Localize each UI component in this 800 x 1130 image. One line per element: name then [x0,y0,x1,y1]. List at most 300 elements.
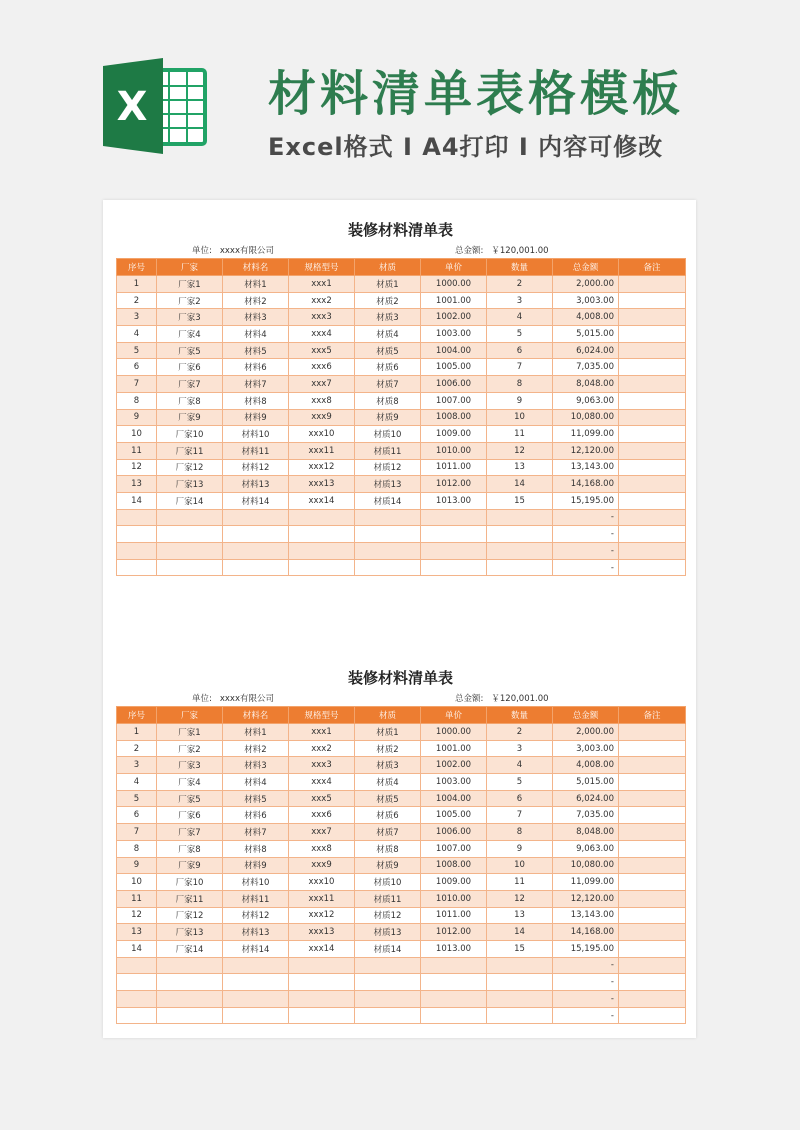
table-cell[interactable]: 厂家10 [157,874,223,891]
table-cell[interactable]: 1003.00 [421,774,487,791]
table-cell[interactable]: 厂家5 [157,342,223,359]
table-cell[interactable]: 材料1 [223,276,289,293]
table-cell[interactable]: 材料14 [223,492,289,509]
table-cell[interactable] [619,890,686,907]
table-cell[interactable]: 材料7 [223,376,289,393]
table-cell[interactable]: 11,099.00 [553,874,619,891]
table-cell[interactable]: 厂家3 [157,757,223,774]
table-cell[interactable]: 11 [117,890,157,907]
table-cell[interactable]: 材料14 [223,940,289,957]
table-cell[interactable]: 4,008.00 [553,757,619,774]
table-cell[interactable] [289,1007,355,1024]
table-cell[interactable]: 12 [487,890,553,907]
table-cell[interactable]: xxx7 [289,376,355,393]
table-cell[interactable]: 材质14 [355,940,421,957]
table-cell[interactable]: 12 [117,907,157,924]
table-cell[interactable] [289,991,355,1008]
table-cell[interactable]: 2 [487,276,553,293]
table-cell[interactable]: xxx9 [289,857,355,874]
table-cell[interactable]: 厂家9 [157,409,223,426]
table-cell[interactable]: 1012.00 [421,476,487,493]
table-cell[interactable]: 材料4 [223,326,289,343]
table-cell[interactable] [619,326,686,343]
table-cell[interactable]: 材料10 [223,874,289,891]
table-cell[interactable]: 材料13 [223,924,289,941]
table-cell[interactable]: 1010.00 [421,442,487,459]
table-cell[interactable]: 8,048.00 [553,824,619,841]
table-cell[interactable] [487,526,553,543]
table-cell[interactable]: 9,063.00 [553,840,619,857]
table-cell[interactable]: 9 [487,392,553,409]
table-cell[interactable]: xxx14 [289,940,355,957]
table-cell[interactable]: 1005.00 [421,359,487,376]
table-cell[interactable]: 厂家11 [157,890,223,907]
table-cell[interactable]: 6 [117,807,157,824]
table-cell[interactable]: 厂家11 [157,442,223,459]
table-cell[interactable] [619,476,686,493]
table-cell[interactable]: 厂家13 [157,476,223,493]
table-cell[interactable]: - [553,974,619,991]
table-cell[interactable] [223,543,289,560]
table-cell[interactable]: 材料13 [223,476,289,493]
table-cell[interactable]: 5 [487,326,553,343]
table-cell[interactable]: 4,008.00 [553,309,619,326]
table-cell[interactable]: 12,120.00 [553,442,619,459]
table-cell[interactable] [619,874,686,891]
table-cell[interactable]: 材料5 [223,790,289,807]
table-cell[interactable]: xxx2 [289,740,355,757]
table-cell[interactable] [487,559,553,576]
table-cell[interactable] [117,1007,157,1024]
table-cell[interactable]: 8 [117,392,157,409]
table-cell[interactable]: 材料1 [223,724,289,741]
table-cell[interactable]: 13 [487,459,553,476]
table-cell[interactable] [355,559,421,576]
table-cell[interactable] [223,526,289,543]
table-cell[interactable] [157,1007,223,1024]
table-cell[interactable] [223,974,289,991]
table-cell[interactable]: 11 [117,442,157,459]
table-cell[interactable]: 3,003.00 [553,292,619,309]
table-cell[interactable]: 5 [117,342,157,359]
table-cell[interactable]: 3 [487,740,553,757]
table-cell[interactable]: 6,024.00 [553,790,619,807]
table-cell[interactable] [117,559,157,576]
table-cell[interactable] [355,957,421,974]
table-cell[interactable]: 3,003.00 [553,740,619,757]
table-cell[interactable] [619,991,686,1008]
table-cell[interactable] [355,543,421,560]
table-cell[interactable] [157,957,223,974]
table-cell[interactable]: xxx1 [289,276,355,293]
table-cell[interactable] [619,740,686,757]
table-cell[interactable]: 1012.00 [421,924,487,941]
table-cell[interactable]: 材料9 [223,857,289,874]
table-cell[interactable]: 1013.00 [421,940,487,957]
table-cell[interactable]: 10 [117,874,157,891]
table-cell[interactable] [619,392,686,409]
table-cell[interactable] [619,543,686,560]
table-cell[interactable]: 13 [117,476,157,493]
table-cell[interactable]: 材质10 [355,874,421,891]
table-cell[interactable]: 材料7 [223,824,289,841]
table-cell[interactable]: 1 [117,724,157,741]
table-cell[interactable]: 材料5 [223,342,289,359]
table-cell[interactable]: 11,099.00 [553,426,619,443]
table-cell[interactable]: 厂家7 [157,824,223,841]
table-cell[interactable]: 材质1 [355,276,421,293]
table-cell[interactable]: 厂家13 [157,924,223,941]
table-cell[interactable]: 1007.00 [421,840,487,857]
table-cell[interactable]: 材料9 [223,409,289,426]
table-cell[interactable] [619,342,686,359]
table-cell[interactable]: 材质6 [355,359,421,376]
table-cell[interactable]: xxx4 [289,326,355,343]
table-cell[interactable]: 材料2 [223,740,289,757]
table-cell[interactable] [421,991,487,1008]
table-cell[interactable]: 厂家12 [157,907,223,924]
table-cell[interactable]: 6 [117,359,157,376]
table-cell[interactable] [619,957,686,974]
table-cell[interactable]: 15 [487,940,553,957]
table-cell[interactable]: 厂家7 [157,376,223,393]
table-cell[interactable]: 11 [487,426,553,443]
table-cell[interactable]: 厂家8 [157,840,223,857]
table-cell[interactable]: 材料8 [223,392,289,409]
table-cell[interactable]: - [553,509,619,526]
table-cell[interactable]: 厂家2 [157,740,223,757]
table-cell[interactable]: 15,195.00 [553,492,619,509]
table-cell[interactable] [223,559,289,576]
table-cell[interactable]: 材料10 [223,426,289,443]
table-cell[interactable]: 1001.00 [421,292,487,309]
table-cell[interactable]: 14,168.00 [553,924,619,941]
table-cell[interactable]: xxx10 [289,426,355,443]
table-cell[interactable] [619,442,686,459]
table-cell[interactable]: - [553,543,619,560]
table-cell[interactable]: xxx11 [289,442,355,459]
table-cell[interactable]: 厂家9 [157,857,223,874]
table-cell[interactable] [487,1007,553,1024]
table-cell[interactable] [619,459,686,476]
table-cell[interactable] [619,526,686,543]
table-cell[interactable] [289,526,355,543]
table-cell[interactable] [619,774,686,791]
table-cell[interactable]: 6 [487,342,553,359]
table-cell[interactable]: 材质4 [355,774,421,791]
table-cell[interactable] [355,1007,421,1024]
table-cell[interactable] [157,559,223,576]
table-cell[interactable] [487,974,553,991]
table-cell[interactable]: 材质2 [355,740,421,757]
table-cell[interactable]: 材质8 [355,840,421,857]
table-cell[interactable] [421,526,487,543]
table-cell[interactable]: 1002.00 [421,757,487,774]
table-cell[interactable] [157,509,223,526]
table-cell[interactable]: 材质12 [355,459,421,476]
table-cell[interactable]: 材料12 [223,459,289,476]
table-cell[interactable] [421,974,487,991]
table-cell[interactable]: 4 [117,774,157,791]
table-cell[interactable] [487,957,553,974]
table-cell[interactable]: 6,024.00 [553,342,619,359]
table-cell[interactable] [117,509,157,526]
table-cell[interactable]: 15 [487,492,553,509]
table-cell[interactable] [157,526,223,543]
table-cell[interactable]: 2 [117,740,157,757]
table-cell[interactable]: 13,143.00 [553,907,619,924]
table-cell[interactable]: 材料12 [223,907,289,924]
table-cell[interactable]: 材质6 [355,807,421,824]
table-cell[interactable]: 厂家14 [157,492,223,509]
table-cell[interactable]: 8 [487,824,553,841]
table-cell[interactable] [619,840,686,857]
table-cell[interactable] [619,492,686,509]
table-cell[interactable] [619,359,686,376]
table-cell[interactable]: 1008.00 [421,857,487,874]
table-cell[interactable]: 材质4 [355,326,421,343]
table-cell[interactable]: xxx5 [289,790,355,807]
table-cell[interactable]: 厂家8 [157,392,223,409]
table-cell[interactable] [619,276,686,293]
table-cell[interactable]: 2,000.00 [553,724,619,741]
table-cell[interactable]: 13 [487,907,553,924]
table-cell[interactable] [355,974,421,991]
table-cell[interactable]: xxx2 [289,292,355,309]
table-cell[interactable] [487,543,553,560]
table-cell[interactable]: 1013.00 [421,492,487,509]
table-cell[interactable]: 8 [487,376,553,393]
table-cell[interactable] [117,526,157,543]
table-cell[interactable]: 材质13 [355,476,421,493]
table-cell[interactable]: 1011.00 [421,907,487,924]
table-cell[interactable]: 材质3 [355,757,421,774]
table-cell[interactable]: 厂家6 [157,359,223,376]
table-cell[interactable]: 材料4 [223,774,289,791]
table-cell[interactable]: 材料6 [223,807,289,824]
table-cell[interactable]: xxx4 [289,774,355,791]
table-cell[interactable]: 1003.00 [421,326,487,343]
table-cell[interactable]: 3 [117,309,157,326]
table-cell[interactable] [223,509,289,526]
table-cell[interactable]: 材质8 [355,392,421,409]
table-cell[interactable]: xxx9 [289,409,355,426]
table-cell[interactable]: - [553,526,619,543]
table-cell[interactable]: xxx11 [289,890,355,907]
table-cell[interactable] [619,292,686,309]
table-cell[interactable]: 材质7 [355,824,421,841]
table-cell[interactable] [355,509,421,526]
table-cell[interactable] [223,957,289,974]
table-cell[interactable]: 12,120.00 [553,890,619,907]
table-cell[interactable]: 厂家4 [157,326,223,343]
table-cell[interactable] [619,940,686,957]
table-cell[interactable]: 厂家3 [157,309,223,326]
table-cell[interactable]: 10 [117,426,157,443]
table-cell[interactable]: 11 [487,874,553,891]
table-cell[interactable]: 7,035.00 [553,359,619,376]
table-cell[interactable] [289,974,355,991]
table-cell[interactable]: 材料3 [223,757,289,774]
table-cell[interactable]: xxx8 [289,392,355,409]
table-cell[interactable]: 材质11 [355,890,421,907]
table-cell[interactable] [619,724,686,741]
table-cell[interactable]: 材料11 [223,442,289,459]
table-cell[interactable] [619,790,686,807]
table-cell[interactable]: 材质1 [355,724,421,741]
table-cell[interactable]: 15,195.00 [553,940,619,957]
table-cell[interactable]: 9 [117,857,157,874]
table-cell[interactable]: 14 [117,492,157,509]
table-cell[interactable]: 14,168.00 [553,476,619,493]
table-cell[interactable]: 12 [487,442,553,459]
table-cell[interactable]: 4 [487,309,553,326]
table-cell[interactable]: 5,015.00 [553,326,619,343]
table-cell[interactable] [223,1007,289,1024]
table-cell[interactable]: 10 [487,409,553,426]
table-cell[interactable] [355,991,421,1008]
table-cell[interactable]: 材料8 [223,840,289,857]
table-cell[interactable]: 材质2 [355,292,421,309]
table-cell[interactable]: 13 [117,924,157,941]
table-cell[interactable]: 8,048.00 [553,376,619,393]
table-cell[interactable]: 7 [117,824,157,841]
table-cell[interactable]: 7,035.00 [553,807,619,824]
table-cell[interactable] [619,1007,686,1024]
table-cell[interactable] [157,991,223,1008]
table-cell[interactable]: 1004.00 [421,342,487,359]
table-cell[interactable]: 1002.00 [421,309,487,326]
table-cell[interactable]: xxx7 [289,824,355,841]
table-cell[interactable]: 9 [117,409,157,426]
table-cell[interactable]: 材质11 [355,442,421,459]
table-cell[interactable] [619,309,686,326]
table-cell[interactable]: 10 [487,857,553,874]
table-cell[interactable]: 材质13 [355,924,421,941]
table-cell[interactable] [421,543,487,560]
table-cell[interactable]: 1 [117,276,157,293]
table-cell[interactable] [619,426,686,443]
table-cell[interactable]: 1001.00 [421,740,487,757]
table-cell[interactable]: 厂家6 [157,807,223,824]
table-cell[interactable]: 1011.00 [421,459,487,476]
table-cell[interactable] [421,1007,487,1024]
table-cell[interactable] [619,807,686,824]
table-cell[interactable]: 1005.00 [421,807,487,824]
table-cell[interactable]: xxx12 [289,907,355,924]
table-cell[interactable]: 4 [117,326,157,343]
table-cell[interactable] [421,509,487,526]
table-cell[interactable]: 材质5 [355,342,421,359]
table-cell[interactable] [619,924,686,941]
table-cell[interactable]: xxx3 [289,309,355,326]
table-cell[interactable]: 1000.00 [421,276,487,293]
table-cell[interactable]: 4 [487,757,553,774]
table-cell[interactable]: 1000.00 [421,724,487,741]
table-cell[interactable] [117,543,157,560]
table-cell[interactable]: 1006.00 [421,824,487,841]
table-cell[interactable]: xxx13 [289,476,355,493]
table-cell[interactable]: 厂家2 [157,292,223,309]
table-cell[interactable]: xxx5 [289,342,355,359]
table-cell[interactable]: 2 [117,292,157,309]
table-cell[interactable]: 7 [487,807,553,824]
table-cell[interactable] [421,957,487,974]
table-cell[interactable]: xxx13 [289,924,355,941]
table-cell[interactable]: 厂家10 [157,426,223,443]
table-cell[interactable] [355,526,421,543]
table-cell[interactable]: - [553,559,619,576]
table-cell[interactable]: 材质14 [355,492,421,509]
table-cell[interactable]: 材料3 [223,309,289,326]
table-cell[interactable] [289,559,355,576]
table-cell[interactable]: 13,143.00 [553,459,619,476]
table-cell[interactable]: 10,080.00 [553,409,619,426]
table-cell[interactable] [619,376,686,393]
table-cell[interactable]: 1009.00 [421,874,487,891]
table-cell[interactable]: - [553,991,619,1008]
table-cell[interactable] [157,543,223,560]
table-cell[interactable]: 厂家12 [157,459,223,476]
table-cell[interactable]: 厂家1 [157,276,223,293]
table-cell[interactable]: 5 [487,774,553,791]
table-cell[interactable]: 材质7 [355,376,421,393]
table-cell[interactable]: - [553,1007,619,1024]
table-cell[interactable] [421,559,487,576]
table-cell[interactable]: 14 [487,476,553,493]
table-cell[interactable]: 7 [487,359,553,376]
table-cell[interactable]: 材质10 [355,426,421,443]
table-cell[interactable]: 厂家14 [157,940,223,957]
table-cell[interactable] [619,974,686,991]
table-cell[interactable]: 3 [487,292,553,309]
table-cell[interactable]: 1006.00 [421,376,487,393]
table-cell[interactable]: 14 [117,940,157,957]
table-cell[interactable]: 5,015.00 [553,774,619,791]
table-cell[interactable]: 3 [117,757,157,774]
table-cell[interactable]: 1010.00 [421,890,487,907]
table-cell[interactable]: xxx3 [289,757,355,774]
table-cell[interactable] [289,543,355,560]
table-cell[interactable]: xxx12 [289,459,355,476]
table-cell[interactable]: 1004.00 [421,790,487,807]
table-cell[interactable]: xxx8 [289,840,355,857]
table-cell[interactable]: 6 [487,790,553,807]
table-cell[interactable] [117,991,157,1008]
table-cell[interactable]: 材料2 [223,292,289,309]
table-cell[interactable]: 5 [117,790,157,807]
table-cell[interactable]: 14 [487,924,553,941]
table-cell[interactable] [619,559,686,576]
table-cell[interactable]: 10,080.00 [553,857,619,874]
table-cell[interactable] [117,957,157,974]
table-cell[interactable]: 材质12 [355,907,421,924]
table-cell[interactable]: xxx10 [289,874,355,891]
table-cell[interactable]: xxx6 [289,807,355,824]
table-cell[interactable]: 12 [117,459,157,476]
table-cell[interactable] [487,991,553,1008]
table-cell[interactable]: 1007.00 [421,392,487,409]
table-cell[interactable]: xxx1 [289,724,355,741]
table-cell[interactable] [487,509,553,526]
table-cell[interactable]: 材质3 [355,309,421,326]
table-cell[interactable] [619,857,686,874]
table-cell[interactable]: 7 [117,376,157,393]
table-cell[interactable]: 材质5 [355,790,421,807]
table-cell[interactable] [619,757,686,774]
table-cell[interactable] [619,907,686,924]
table-cell[interactable]: 8 [117,840,157,857]
